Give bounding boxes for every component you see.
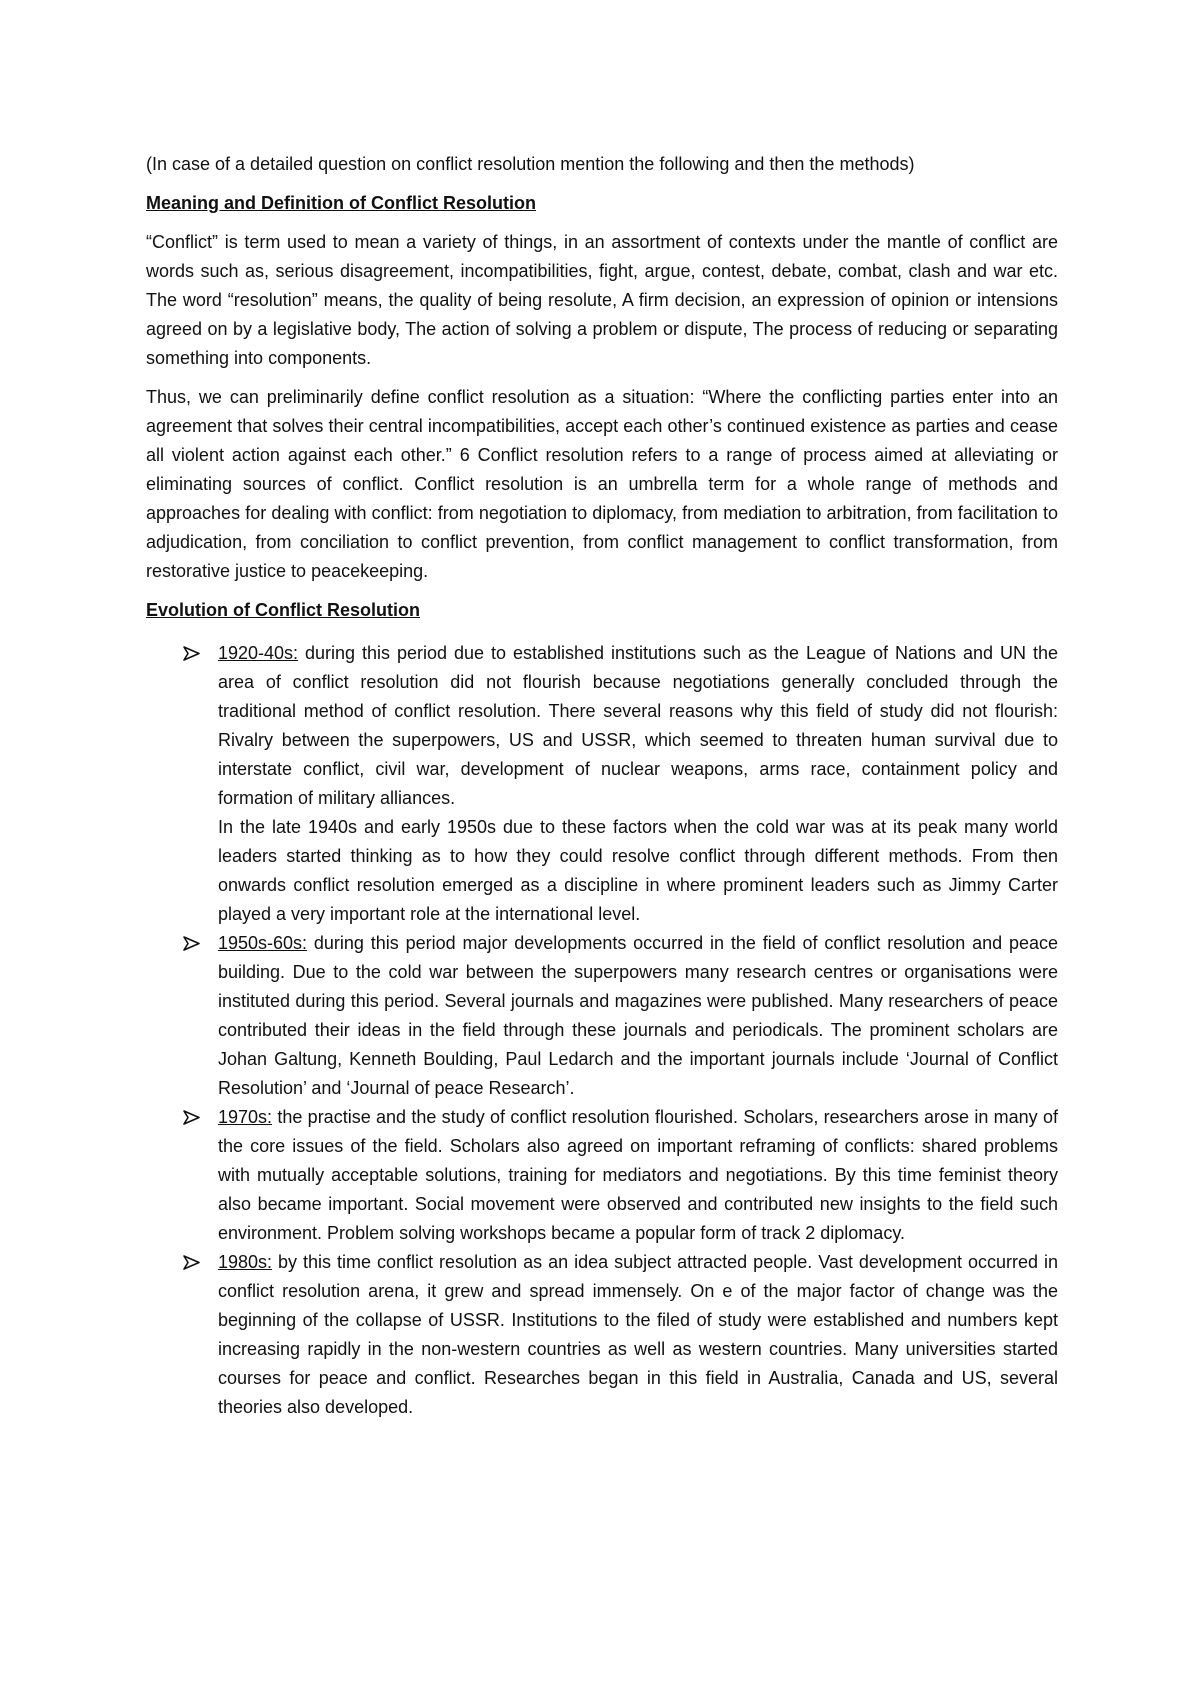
period-label: 1920-40s: [218,643,299,663]
paragraph-conflict-definition: “Conflict” is term used to mean a variety of things, in an assortment of contexts under the mantle of conflict are words such as, serious disagreement, incompatibilities, fight, argue, contest, debate, combat, clash and war etc. The word “resolution” means, the quality of being resolute, A firm decision, an expression of opinion or intensions agreed on by a legislative body, The action of solving a problem or dispute, The process of reducing or separating something into components. [146,232,1058,368]
paragraph-conflict-resolution-definition: Thus, we can preliminarily define conflict resolution as a situation: “Where the conflicting parties enter into an agreement that solves their central incompatibilities, accept each other’s continued existence as parties and cease all violent action against each other.” 6 Conflict resolution refers to a range of process aimed at alleviating or eliminating sources of conflict. Conflict resolution is an umbrella term for a whole range of methods and approaches for dealing with conflict: from negotiation to diplomacy, from mediation to arbitration, from facilitation to adjudication, from conciliation to conflict prevention, from conflict management to conflict transformation, from restorative justice to peacekeeping. [146,387,1058,581]
evolution-list [146,639,1058,1422]
section-heading-evolution: Evolution of Conflict Resolution [146,600,420,620]
evolution-item-1980s [146,1248,1058,1422]
arrowhead-bullet-icon [182,1248,202,1277]
period-description: the practise and the study of conflict resolution flourished. Scholars, researchers arose in many of the core issues of the field. Scholars also agreed on important reframing of conflicts: shared problems with mutually acceptable solutions, training for mediators and negotiations. By this time feminist theory also became important. Social movement were observed and contributed new insights to the field such environment. Problem solving workshops became a popular form of track 2 diplomacy. [218,1107,1058,1243]
document-page [146,150,1058,1422]
evolution-item-1920-40s [146,639,1058,929]
period-label: 1970s: [218,1107,273,1127]
evolution-item-1950s-60s [146,929,1058,1103]
arrowhead-bullet-icon [182,639,202,668]
period-description: by this time conflict resolution as an idea subject attracted people. Vast development occurred in conflict resolution arena, it grew and spread immensely. On e of the major factor of change was the beginning of the collapse of USSR. Institutions to the filed of study were established and numbers kept increasing rapidly in the non-western countries as well as western countries. Many universities started courses for peace and conflict. Researches began in this field in Australia, Canada and US, several theories also developed. [218,1252,1058,1417]
arrowhead-bullet-icon [182,1103,202,1132]
period-additional-paragraph: In the late 1940s and early 1950s due to these factors when the cold war was at its peak many world leaders started thinking as to how they could resolve conflict through different methods. From then onwards conflict resolution emerged as a discipline in where prominent leaders such as Jimmy Carter played a very important role at the international level. [218,817,1058,924]
period-label: 1980s: [218,1252,273,1272]
period-label: 1950s-60s: [218,933,308,953]
evolution-item-1970s [146,1103,1058,1248]
intro-note: (In case of a detailed question on conflict resolution mention the following and then the methods) [146,154,915,174]
period-description: during this period major developments occurred in the field of conflict resolution and peace building. Due to the cold war between the superpowers many research centres or organisations were instituted during this period. Several journals and magazines were published. Many researchers of peace contributed their ideas in the field through these journals and periodicals. The prominent scholars are Johan Galtung, Kenneth Boulding, Paul Ledarch and the important journals include ‘Journal of Conflict Resolution’ and ‘Journal of peace Research’. [218,933,1058,1098]
arrowhead-bullet-icon [182,929,202,958]
period-description: during this period due to established institutions such as the League of Nations and UN the area of conflict resolution did not flourish because negotiations generally concluded through the traditional method of conflict resolution. There several reasons why this field of study did not flourish: Rivalry between the superpowers, US and USSR, which seemed to threaten human survival due to interstate conflict, civil war, development of nuclear weapons, arms race, containment policy and formation of military alliances. [218,643,1058,808]
section-heading-meaning: Meaning and Definition of Conflict Resolution [146,193,536,213]
